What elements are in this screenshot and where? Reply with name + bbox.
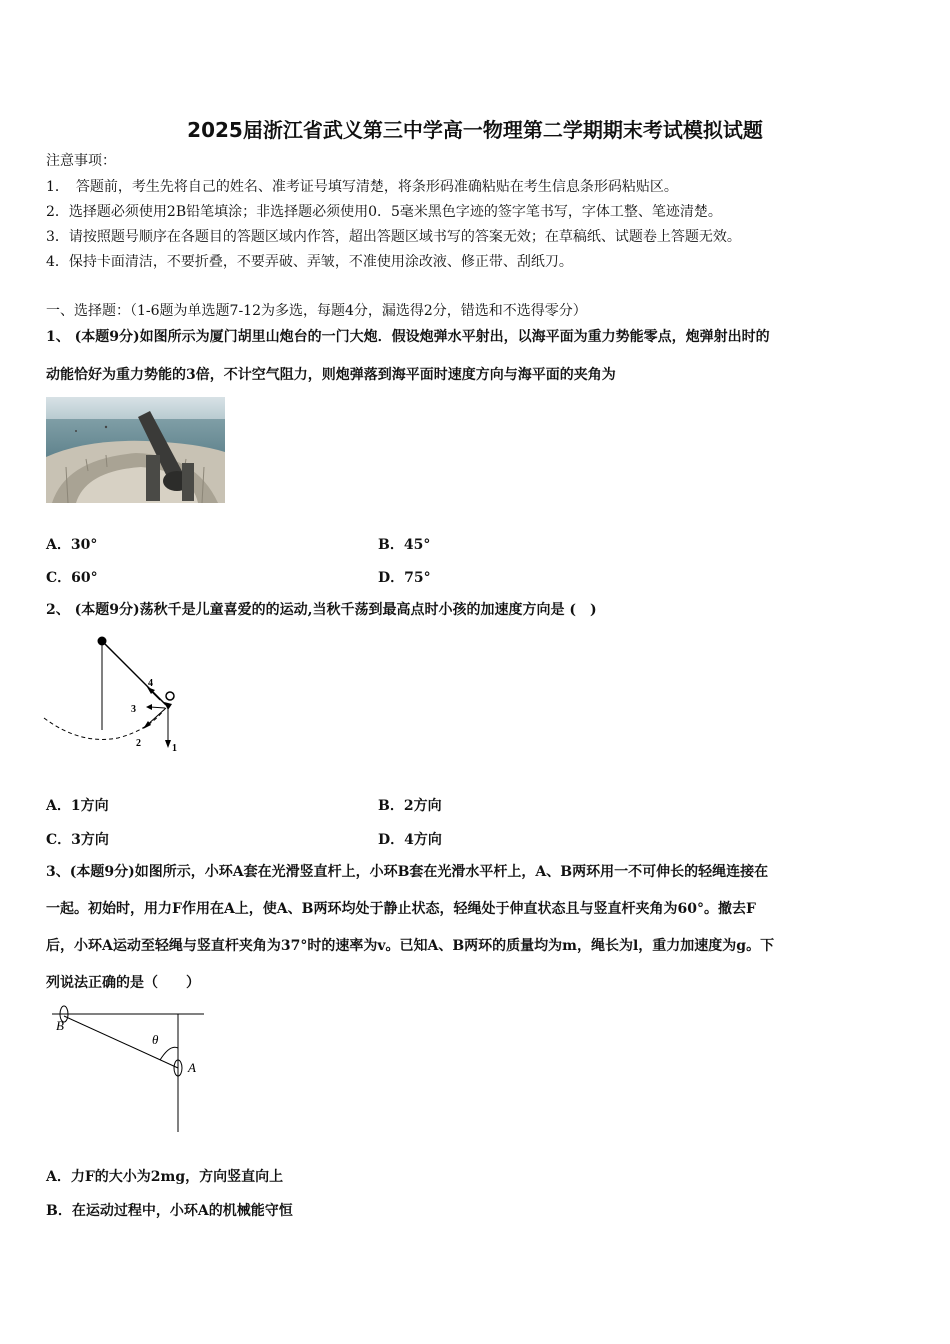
page-title: 2025届浙江省武义第三中学高一物理第二学期期末考试模拟试题 <box>187 118 763 142</box>
notice-item-3: 3．请按照题号顺序在各题目的答题区域内作答，超出答题区域书写的答案无效；在草稿纸、试题卷上答题无效。 <box>46 229 741 245</box>
q1-option-b: B．45° <box>378 537 431 553</box>
q2-option-a: A．1方向 <box>46 798 109 814</box>
label-ring-a: A <box>188 1060 196 1075</box>
q3-stem-line2: 一起。初始时，用力F作用在A上，使A、B两环均处于静止状态，轻绳处于伸直状态且与竖直杆夹角为60°。撤去F <box>46 901 756 917</box>
q3-option-a: A．力F的大小为2mg，方向竖直向上 <box>46 1169 284 1185</box>
q1-option-c: C．60° <box>46 570 98 586</box>
cannon-photo <box>46 397 225 503</box>
q2-option-c: C．3方向 <box>46 832 109 848</box>
notice-heading: 注意事项： <box>46 153 116 169</box>
rings-rod-diagram <box>48 1004 208 1136</box>
q1-stem-line2: 动能恰好为重力势能的3倍，不计空气阻力，则炮弹落到海平面时速度方向与海平面的夹角为 <box>46 367 616 383</box>
label-theta: θ <box>152 1032 159 1047</box>
swing-diagram <box>40 630 190 760</box>
section-heading: 一、选择题：（1-6题为单选题7-12为多选，每题4分，漏选得2分，错选和不选得零分） <box>46 303 587 319</box>
q3-option-b: B．在运动过程中，小环A的机械能守恒 <box>46 1203 293 1219</box>
q1-option-a: A．30° <box>46 537 98 553</box>
q3-stem-line1: 3、(本题9分)如图所示，小环A套在光滑竖直杆上，小环B套在光滑水平杆上，A、B两环用一不可伸长的轻绳连接在 <box>46 864 769 880</box>
label-direction-3: 3 <box>131 704 136 715</box>
q3-stem-line3: 后，小环A运动至轻绳与竖直杆夹角为37°时的速率为v。已知A、B两环的质量均为m，绳长为l，重力加速度为g。下 <box>46 938 775 954</box>
label-direction-2: 2 <box>136 738 141 749</box>
q2-stem-line1: 2、 (本题9分)荡秋千是儿童喜爱的的运动,当秋千荡到最高点时小孩的加速度方向是 ( ) <box>46 602 597 618</box>
q1-option-d: D．75° <box>378 570 431 586</box>
q1-stem-line1: 1、 (本题9分)如图所示为厦门胡里山炮台的一门大炮．假设炮弹水平射出，以海平面为重力势能零点，炮弹射出时的 <box>46 329 770 345</box>
q2-option-d: D．4方向 <box>378 832 442 848</box>
notice-item-1: 1． 答题前，考生先将自己的姓名、准考证号填写清楚，将条形码准确粘贴在考生信息条形码粘贴区。 <box>46 179 678 195</box>
notice-item-4: 4．保持卡面清洁，不要折叠，不要弄破、弄皱，不准使用涂改液、修正带、刮纸刀。 <box>46 254 573 270</box>
q2-option-b: B．2方向 <box>378 798 442 814</box>
label-ring-b: B <box>56 1018 64 1033</box>
notice-item-2: 2．选择题必须使用2B铅笔填涂；非选择题必须使用0．5毫米黑色字迹的签字笔书写，字体工整、笔迹清楚。 <box>46 204 722 220</box>
label-direction-1: 1 <box>172 743 177 754</box>
q3-stem-line4: 列说法正确的是（ ） <box>46 975 200 991</box>
label-direction-4: 4 <box>148 678 153 689</box>
